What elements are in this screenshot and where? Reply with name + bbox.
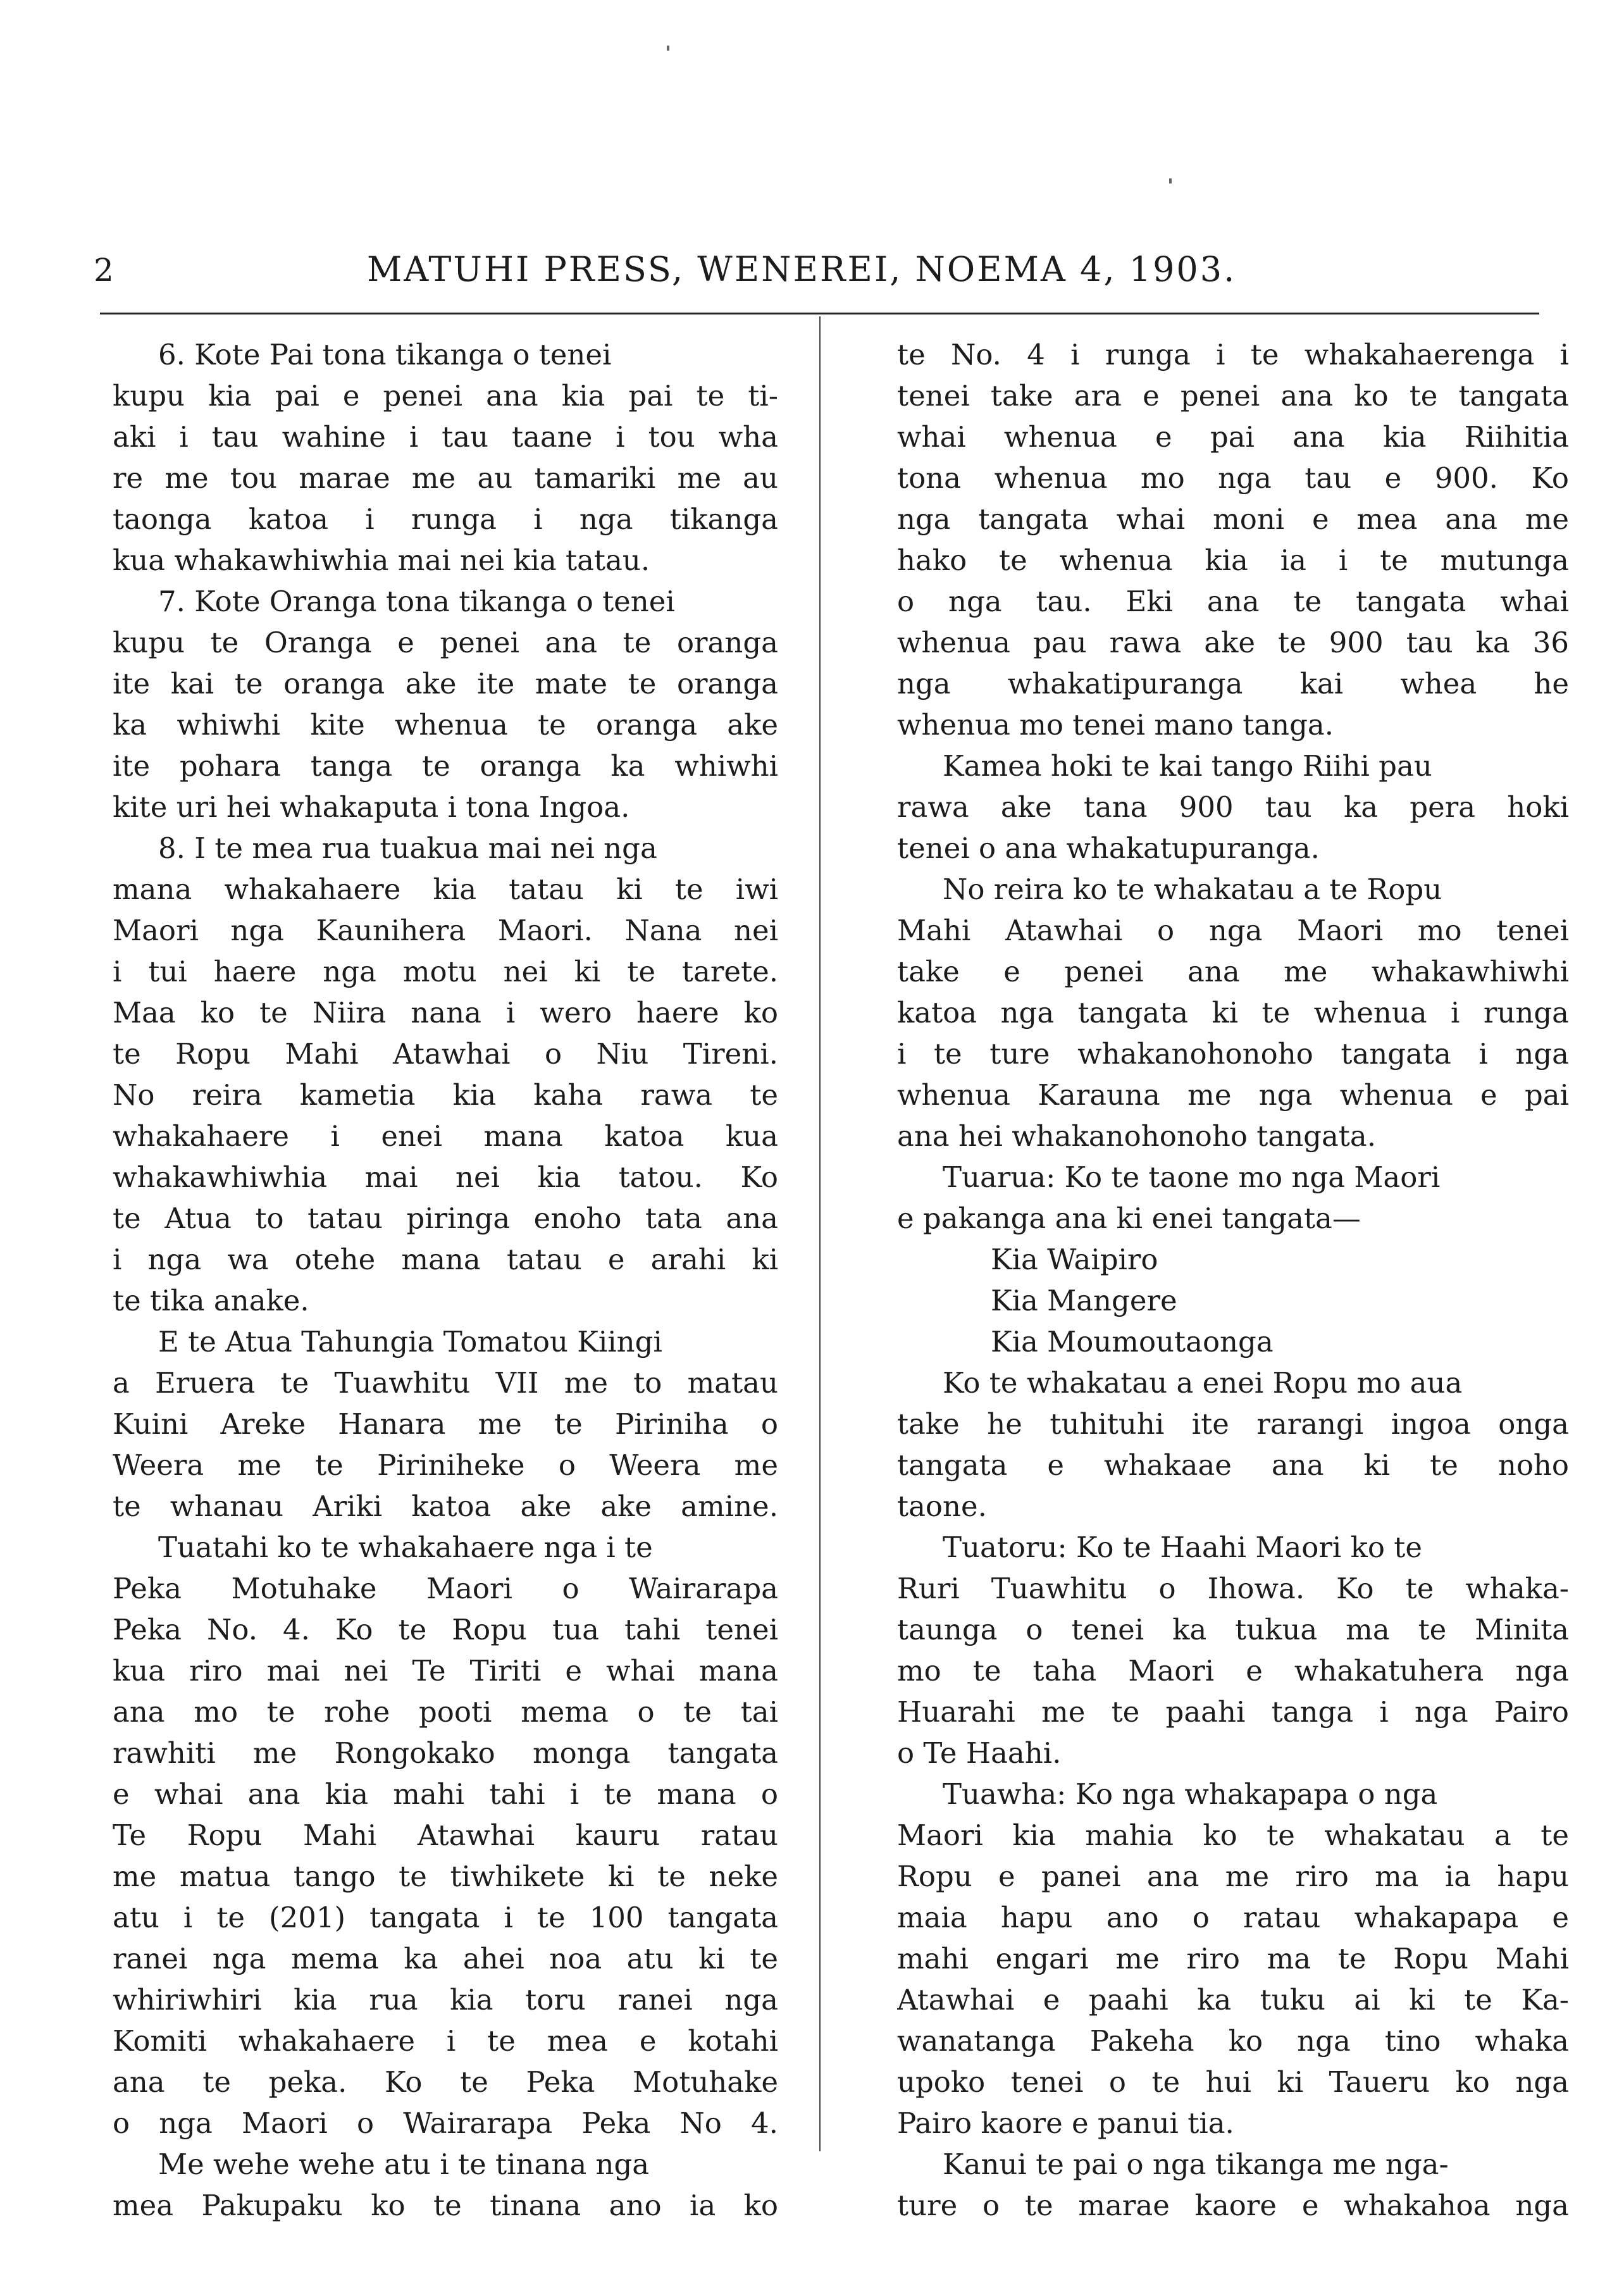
right-column-text-line: Pairo kaore e panui tia. <box>897 2106 1234 2140</box>
left-column-text-line: ana mo te rohe pooti mema o te tai <box>113 1695 778 1729</box>
right-column-text-line: Ropu e panei ana me riro ma ia hapu <box>897 1860 1569 1893</box>
left-column-text-line: ka whiwhi kite whenua te oranga ake <box>113 708 778 742</box>
right-column-text-line: Ko te whakatau a enei Ropu mo aua <box>943 1366 1463 1400</box>
right-column-text-line: te No. 4 i runga i te whakahaerenga i <box>897 338 1569 371</box>
left-column-text-line: Maa ko te Niira nana i wero haere ko <box>113 996 778 1029</box>
right-column-text-line: whenua mo tenei mano tanga. <box>897 708 1334 742</box>
left-column-text-line: whakawhiwhia mai nei kia tatou. Ko <box>113 1160 778 1194</box>
left-column-text-line: Me wehe wehe atu i te tinana nga <box>158 2148 650 2181</box>
right-column-text-line: katoa nga tangata ki te whenua i runga <box>897 996 1569 1029</box>
left-column-text-line: te Atua to tatau piringa enoho tata ana <box>113 1202 778 1235</box>
right-column-text-line: o nga tau. Eki ana te tangata whai <box>897 585 1569 618</box>
right-column-text-line: tenei o ana whakatupuranga. <box>897 831 1320 865</box>
left-column-text-line: ranei nga mema ka ahei noa atu ki te <box>113 1942 778 1975</box>
left-column-text-line: Maori nga Kaunihera Maori. Nana nei <box>113 914 778 947</box>
right-column-text-line: whai whenua e pai ana kia Riihitia <box>897 420 1569 454</box>
left-column-text-line: i tui haere nga motu nei ki te tarete. <box>113 955 778 988</box>
right-column-text-line: Maori kia mahia ko te whakatau a te <box>897 1819 1569 1852</box>
left-column-text-line: 7. Kote Oranga tona tikanga o tenei <box>158 585 675 618</box>
right-column-text-line: Ruri Tuawhitu o Ihowa. Ko te whaka- <box>897 1572 1569 1605</box>
left-column-text-line: aki i tau wahine i tau taane i tou wha <box>113 420 778 454</box>
left-column-text-line: o nga Maori o Wairarapa Peka No 4. <box>113 2106 778 2140</box>
right-column-text-line: Kia Moumoutaonga <box>991 1325 1274 1358</box>
left-column-text-line: kua whakawhiwhia mai nei kia tatau. <box>113 544 650 577</box>
left-column-text-line: rawhiti me Rongokako monga tangata <box>113 1736 778 1770</box>
right-column-text-line: mahi engari me riro ma te Ropu Mahi <box>897 1942 1569 1975</box>
left-column-text-line: whiriwhiri kia rua kia toru ranei nga <box>113 1983 778 2017</box>
right-column-text-line: o Te Haahi. <box>897 1736 1062 1770</box>
column-divider <box>819 316 821 2151</box>
left-column-text-line: ite pohara tanga te oranga ka whiwhi <box>113 749 778 783</box>
left-column-text-line: kua riro mai nei Te Tiriti e whai mana <box>113 1654 778 1688</box>
right-column-text-line: mo te taha Maori e whakatuhera nga <box>897 1654 1569 1688</box>
left-column-text-line: te tika anake. <box>113 1284 309 1317</box>
left-column-text-line: Peka Motuhake Maori o Wairarapa <box>113 1572 778 1605</box>
right-column-text-line: nga tangata whai moni e mea ana me <box>897 502 1569 536</box>
left-column-text-line: kupu kia pai e penei ana kia pai te ti- <box>113 379 778 413</box>
left-column-text-line: i nga wa otehe mana tatau e arahi ki <box>113 1243 778 1276</box>
right-column-text-line: hako te whenua kia ia i te mutunga <box>897 544 1569 577</box>
left-column-text-line: E te Atua Tahungia Tomatou Kiingi <box>158 1325 662 1358</box>
print-speck <box>667 46 669 51</box>
right-column-text-line: Atawhai e paahi ka tuku ai ki te Ka- <box>897 1983 1569 2017</box>
left-column-text-line: a Eruera te Tuawhitu VII me to matau <box>113 1366 778 1400</box>
left-column-text-line: kupu te Oranga e penei ana te oranga <box>113 626 778 659</box>
left-column-text-line: taonga katoa i runga i nga tikanga <box>113 502 778 536</box>
right-column-text-line: upoko tenei o te hui ki Taueru ko nga <box>897 2065 1569 2099</box>
right-column-text-line: Kia Mangere <box>991 1284 1177 1317</box>
right-column <box>897 334 1569 2226</box>
left-column-text-line: Tuatahi ko te whakahaere nga i te <box>158 1531 653 1564</box>
left-column-text-line: ana te peka. Ko te Peka Motuhake <box>113 2065 778 2099</box>
left-column-text-line: 8. I te mea rua tuakua mai nei nga <box>158 831 657 865</box>
left-column-text-line: te whanau Ariki katoa ake ake amine. <box>113 1489 778 1523</box>
right-column-text-line: Kia Waipiro <box>991 1243 1158 1276</box>
left-column-text-line: whakahaere i enei mana katoa kua <box>113 1119 778 1153</box>
left-column-text-line: re me tou marae me au tamariki me au <box>113 461 778 495</box>
left-column-text-line: atu i te (201) tangata i te 100 tangata <box>113 1901 778 1934</box>
right-column-text-line: Mahi Atawhai o nga Maori mo tenei <box>897 914 1569 947</box>
right-column-text-line: e pakanga ana ki enei tangata— <box>897 1202 1361 1235</box>
left-column-text-line: me matua tango te tiwhikete ki te neke <box>113 1860 778 1893</box>
left-column-text-line: 6. Kote Pai tona tikanga o tenei <box>158 338 612 371</box>
right-column-text-line: Tuawha: Ko nga whakapapa o nga <box>943 1777 1438 1811</box>
left-column-text-line: e whai ana kia mahi tahi i te mana o <box>113 1777 778 1811</box>
right-column-text-line: Kamea hoki te kai tango Riihi pau <box>943 749 1432 783</box>
right-column-text-line: taunga o tenei ka tukua ma te Minita <box>897 1613 1569 1646</box>
left-column-text-line: No reira kametia kia kaha rawa te <box>113 1078 778 1112</box>
right-column-text-line: Tuatoru: Ko te Haahi Maori ko te <box>943 1531 1422 1564</box>
right-column-text-line: wanatanga Pakeha ko nga tino whaka <box>897 2024 1569 2058</box>
right-column-text-line: ana hei whakanohonoho tangata. <box>897 1119 1377 1153</box>
left-column-text-line: Peka No. 4. Ko te Ropu tua tahi tenei <box>113 1613 778 1646</box>
right-column-text-line: take e penei ana me whakawhiwhi <box>897 955 1569 988</box>
left-column-text-line: ite kai te oranga ake ite mate te oranga <box>113 667 778 700</box>
left-column-text-line: Weera me te Piriniheke o Weera me <box>113 1448 778 1482</box>
left-column <box>113 334 778 2226</box>
left-column-text-line: mea Pakupaku ko te tinana ano ia ko <box>113 2189 778 2222</box>
left-column-text-line: Te Ropu Mahi Atawhai kauru ratau <box>113 1819 778 1852</box>
left-column-text-line: kite uri hei whakaputa i tona Ingoa. <box>113 790 630 824</box>
right-column-text-line: i te ture whakanohonoho tangata i nga <box>897 1037 1569 1071</box>
right-column-text-line: Huarahi me te paahi tanga i nga Pairo <box>897 1695 1569 1729</box>
right-column-text-line: taone. <box>897 1489 987 1523</box>
right-column-text-line: ture o te marae kaore e whakahoa nga <box>897 2189 1569 2222</box>
right-column-text-line: tona whenua mo nga tau e 900. Ko <box>897 461 1569 495</box>
right-column-text-line: take he tuhituhi ite rarangi ingoa onga <box>897 1407 1569 1441</box>
right-column-text-line: Tuarua: Ko te taone mo nga Maori <box>943 1160 1441 1194</box>
right-column-text-line: No reira ko te whakatau a te Ropu <box>943 873 1442 906</box>
right-column-text-line: tenei take ara e penei ana ko te tangata <box>897 379 1569 413</box>
right-column-text-line: maia hapu ano o ratau whakapapa e <box>897 1901 1569 1934</box>
right-column-text-line: whenua Karauna me nga whenua e pai <box>897 1078 1569 1112</box>
right-column-text-line: whenua pau rawa ake te 900 tau ka 36 <box>897 626 1569 659</box>
right-column-text-line: rawa ake tana 900 tau ka pera hoki <box>897 790 1569 824</box>
right-column-text-line: tangata e whakaae ana ki te noho <box>897 1448 1569 1482</box>
print-speck <box>1169 178 1172 183</box>
left-column-text-line: Komiti whakahaere i te mea e kotahi <box>113 2024 778 2058</box>
left-column-text-line: te Ropu Mahi Atawhai o Niu Tireni. <box>113 1037 778 1071</box>
left-column-text-line: mana whakahaere kia tatau ki te iwi <box>113 873 778 906</box>
page-number: 2 <box>94 252 115 289</box>
right-column-text-line: Kanui te pai o nga tikanga me nga- <box>943 2148 1449 2181</box>
right-column-text-line: nga whakatipuranga kai whea he <box>897 667 1569 700</box>
left-column-text-line: Kuini Areke Hanara me te Piriniha o <box>113 1407 778 1441</box>
header-rule <box>100 313 1539 314</box>
running-head-title: MATUHI PRESS, WENEREI, NOEMA 4, 1903. <box>367 249 1237 289</box>
